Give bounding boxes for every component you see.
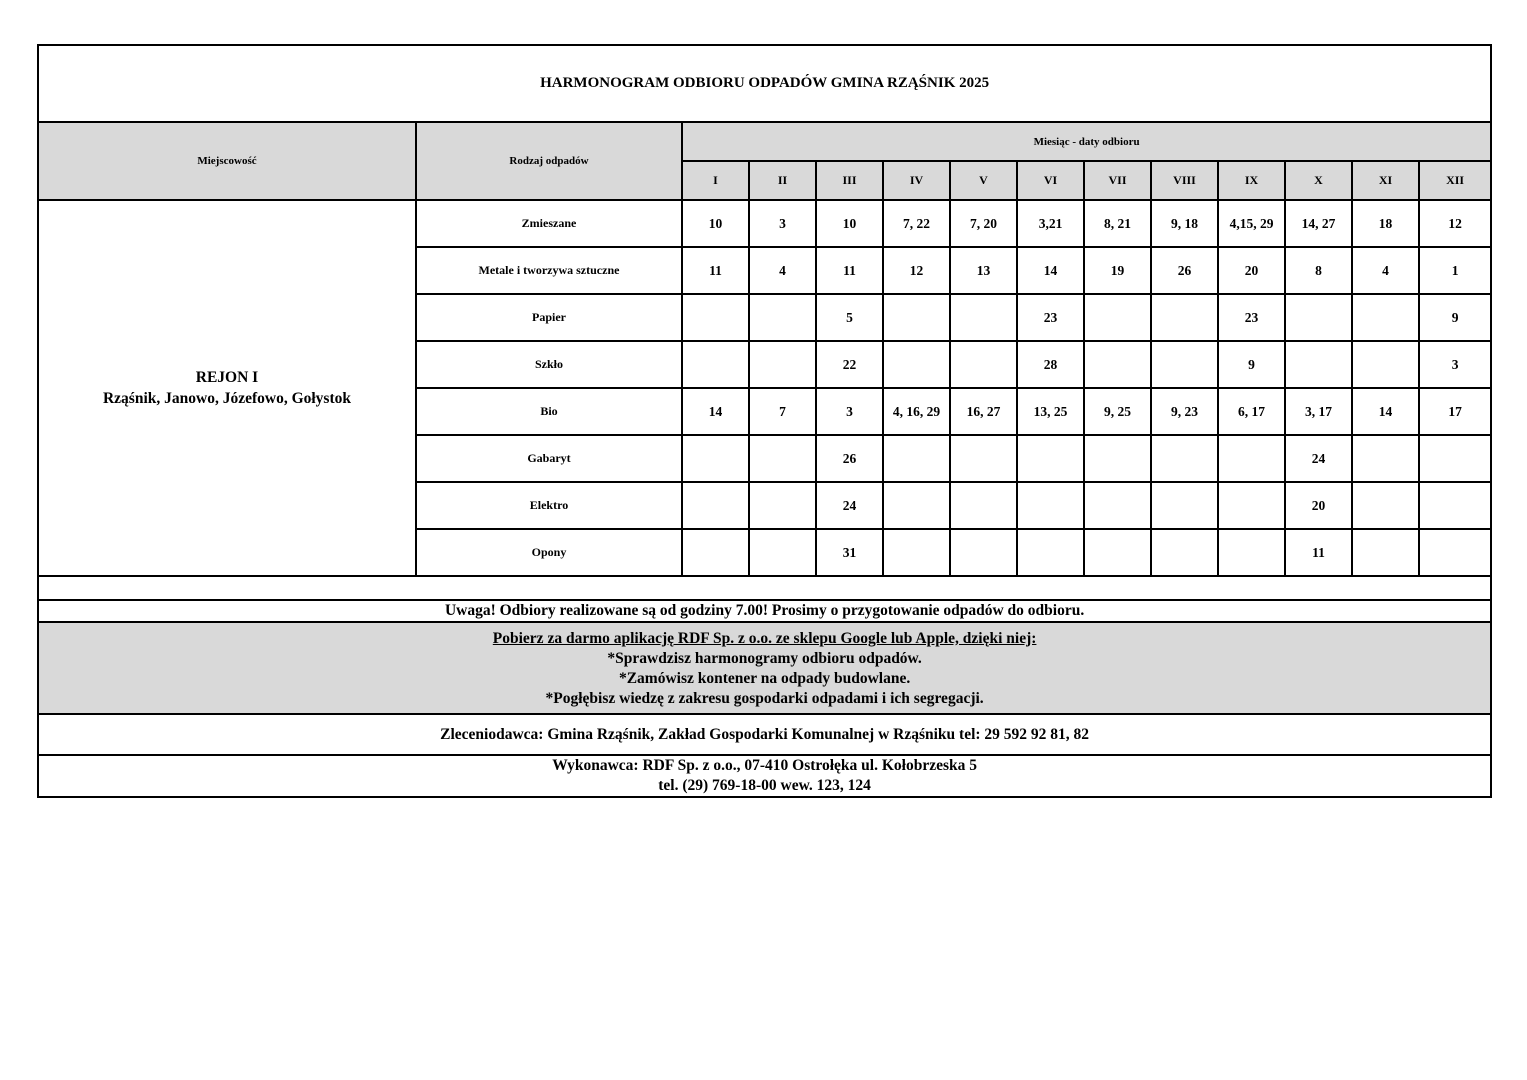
pickup-date-cell: 7, 22 [883, 200, 950, 247]
pickup-date-cell [1218, 529, 1285, 576]
pickup-date-cell: 3 [1419, 341, 1491, 388]
contractor-info [38, 755, 1491, 797]
pickup-date-cell: 10 [816, 200, 883, 247]
pickup-date-cell: 9, 25 [1084, 388, 1151, 435]
pickup-date-cell: 12 [1419, 200, 1491, 247]
pickup-date-cell: 1 [1419, 247, 1491, 294]
region-places: Rząśnik, Janowo, Józefowo, Gołystok [102, 390, 351, 407]
header-location: Miejscowość [38, 122, 416, 200]
waste-type-label: Elektro [416, 482, 682, 529]
pickup-date-cell [950, 529, 1017, 576]
pickup-date-cell: 9, 23 [1151, 388, 1218, 435]
pickup-date-cell [1084, 435, 1151, 482]
pickup-date-cell: 6, 17 [1218, 388, 1285, 435]
pickup-date-cell: 20 [1218, 247, 1285, 294]
pickup-date-cell [883, 294, 950, 341]
pickup-date-cell [1218, 482, 1285, 529]
region-cell [38, 200, 416, 576]
waste-type-label: Metale i tworzywa sztuczne [416, 247, 682, 294]
pickup-date-cell: 13, 25 [1017, 388, 1084, 435]
spacer-row [38, 576, 1491, 600]
pickup-date-cell [1084, 294, 1151, 341]
pickup-date-cell: 8 [1285, 247, 1352, 294]
pickup-date-cell: 26 [1151, 247, 1218, 294]
header-months-title: Miesiąc - daty odbioru [682, 122, 1491, 161]
pickup-date-cell: 10 [682, 200, 749, 247]
pickup-date-cell [1352, 529, 1419, 576]
pickup-date-cell: 14 [1352, 388, 1419, 435]
pickup-date-cell [950, 435, 1017, 482]
pickup-date-cell [682, 341, 749, 388]
pickup-date-cell: 12 [883, 247, 950, 294]
pickup-date-cell [1352, 294, 1419, 341]
pickup-date-cell [749, 341, 816, 388]
pickup-date-cell [1084, 341, 1151, 388]
pickup-date-cell: 4 [1352, 247, 1419, 294]
pickup-date-cell: 26 [816, 435, 883, 482]
month-header: VII [1084, 161, 1151, 200]
pickup-date-cell [682, 529, 749, 576]
schedule-sheet [37, 44, 1490, 798]
pickup-date-cell: 14, 27 [1285, 200, 1352, 247]
pickup-date-cell: 13 [950, 247, 1017, 294]
month-header: VI [1017, 161, 1084, 200]
pickup-date-cell [1151, 529, 1218, 576]
pickup-date-cell [1017, 435, 1084, 482]
pickup-date-cell: 3,21 [1017, 200, 1084, 247]
month-header: II [749, 161, 816, 200]
pickup-date-cell [682, 435, 749, 482]
pickup-date-cell: 22 [816, 341, 883, 388]
waste-type-label: Opony [416, 529, 682, 576]
region-name: REJON I [195, 369, 259, 386]
pickup-date-cell [749, 435, 816, 482]
pickup-date-cell [1151, 435, 1218, 482]
pickup-date-cell: 11 [816, 247, 883, 294]
pickup-date-cell: 17 [1419, 388, 1491, 435]
month-header: X [1285, 161, 1352, 200]
pickup-date-cell [950, 482, 1017, 529]
pickup-date-cell [883, 341, 950, 388]
pickup-date-cell: 19 [1084, 247, 1151, 294]
pickup-date-cell: 14 [682, 388, 749, 435]
pickup-date-cell [1151, 294, 1218, 341]
pickup-date-cell [1419, 529, 1491, 576]
pickup-date-cell [883, 529, 950, 576]
app-benefit: *Pogłębisz wiedzę z zakresu gospodarki odpadami i ich segregacji. [545, 690, 984, 707]
pickup-date-cell: 4,15, 29 [1218, 200, 1285, 247]
pickup-date-cell [749, 529, 816, 576]
pickup-date-cell [1352, 435, 1419, 482]
pickup-date-cell [749, 482, 816, 529]
app-benefit: *Sprawdzisz harmonogramy odbioru odpadów. [607, 650, 922, 667]
page-title: HARMONOGRAM ODBIORU ODPADÓW GMINA RZĄŚNIK 2025 [38, 45, 1491, 122]
pickup-date-cell: 24 [816, 482, 883, 529]
pickup-date-cell [1419, 435, 1491, 482]
pickup-date-cell [1285, 341, 1352, 388]
notice-text: Uwaga! Odbiory realizowane są od godziny 7.00! Prosimy o przygotowanie odpadów do odbioru. [38, 600, 1491, 622]
pickup-date-cell [1084, 482, 1151, 529]
pickup-date-cell: 23 [1017, 294, 1084, 341]
pickup-date-cell [749, 294, 816, 341]
pickup-date-cell [682, 482, 749, 529]
month-header: III [816, 161, 883, 200]
contractor-line-1: Wykonawca: RDF Sp. z o.o., 07-410 Ostrołęka ul. Kołobrzeska 5 [552, 757, 978, 774]
client-info: Zleceniodawca: Gmina Rząśnik, Zakład Gospodarki Komunalnej w Rząśniku tel: 29 592 92 81, 82 [38, 714, 1491, 755]
pickup-date-cell: 7 [749, 388, 816, 435]
pickup-date-cell: 8, 21 [1084, 200, 1151, 247]
pickup-date-cell: 16, 27 [950, 388, 1017, 435]
pickup-date-cell: 28 [1017, 341, 1084, 388]
pickup-date-cell [1218, 435, 1285, 482]
pickup-date-cell: 23 [1218, 294, 1285, 341]
month-header: XII [1419, 161, 1491, 200]
pickup-date-cell: 5 [816, 294, 883, 341]
pickup-date-cell [1017, 482, 1084, 529]
pickup-date-cell [1017, 529, 1084, 576]
pickup-date-cell: 3 [816, 388, 883, 435]
month-header: VIII [1151, 161, 1218, 200]
waste-type-label: Gabaryt [416, 435, 682, 482]
pickup-date-cell [950, 294, 1017, 341]
pickup-date-cell: 7, 20 [950, 200, 1017, 247]
header-waste-type: Rodzaj odpadów [416, 122, 682, 200]
waste-type-label: Szkło [416, 341, 682, 388]
month-header: I [682, 161, 749, 200]
pickup-date-cell: 14 [1017, 247, 1084, 294]
waste-type-label: Zmieszane [416, 200, 682, 247]
pickup-date-cell: 9 [1419, 294, 1491, 341]
pickup-date-cell: 24 [1285, 435, 1352, 482]
pickup-date-cell: 9, 18 [1151, 200, 1218, 247]
schedule-table [37, 44, 1492, 798]
pickup-date-cell: 11 [1285, 529, 1352, 576]
pickup-date-cell [1084, 529, 1151, 576]
pickup-date-cell: 4, 16, 29 [883, 388, 950, 435]
pickup-date-cell [1151, 341, 1218, 388]
pickup-date-cell [950, 341, 1017, 388]
app-benefit: *Zamówisz kontener na odpady budowlane. [618, 670, 911, 687]
pickup-date-cell [682, 294, 749, 341]
pickup-date-cell [883, 482, 950, 529]
waste-type-label: Bio [416, 388, 682, 435]
pickup-date-cell [883, 435, 950, 482]
app-headline: Pobierz za darmo aplikację RDF Sp. z o.o. ze sklepu Google lub Apple, dzięki niej: [492, 630, 1037, 647]
pickup-date-cell [1419, 482, 1491, 529]
pickup-date-cell: 3 [749, 200, 816, 247]
pickup-date-cell [1151, 482, 1218, 529]
month-header: XI [1352, 161, 1419, 200]
pickup-date-cell: 9 [1218, 341, 1285, 388]
pickup-date-cell: 11 [682, 247, 749, 294]
pickup-date-cell: 20 [1285, 482, 1352, 529]
contractor-line-2: tel. (29) 769-18-00 wew. 123, 124 [658, 777, 871, 794]
pickup-date-cell [1352, 341, 1419, 388]
month-header: IV [883, 161, 950, 200]
pickup-date-cell: 18 [1352, 200, 1419, 247]
month-header: V [950, 161, 1017, 200]
pickup-date-cell: 4 [749, 247, 816, 294]
waste-type-label: Papier [416, 294, 682, 341]
app-promo [38, 622, 1491, 714]
pickup-date-cell [1285, 294, 1352, 341]
pickup-date-cell [1352, 482, 1419, 529]
pickup-date-cell: 3, 17 [1285, 388, 1352, 435]
pickup-date-cell: 31 [816, 529, 883, 576]
month-header: IX [1218, 161, 1285, 200]
